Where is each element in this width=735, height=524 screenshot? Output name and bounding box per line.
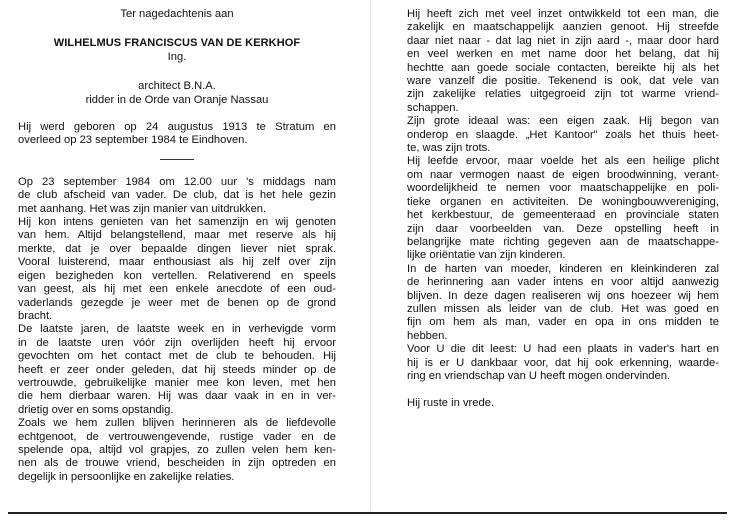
- text-line: te, was zijn trots.: [407, 142, 491, 155]
- text-line: Hij kon intens genieten van het samenzijn en wij genoten: [18, 216, 336, 229]
- text-line: echtgenoot, de vertrouwengevende, rustige vader en de: [18, 430, 336, 443]
- text-line: hechtte aan goede sociale contacten, bereikte hij als het: [407, 61, 719, 74]
- text-line: heeft er zeer onder geleden, dat hij steeds minder op de: [18, 363, 336, 376]
- text-line: met aanhang. Het was zijn manier van uitdrukken.: [18, 202, 267, 215]
- text-line: merkte, dat je over bepaalde dingen liever niet sprak.: [18, 242, 336, 255]
- text-line: woordelijkheid te nemen voor maatschappelijke en poli-: [407, 182, 719, 195]
- text-line: hij is er U dankbaar voor, dat hij ook erkenning, waarde-: [407, 356, 719, 369]
- text-line: die hem dierbaar waren. Hij was daar vaak in en in ver-: [18, 390, 336, 403]
- text-line: vertrouwde, gebruikelijke manier mee kon leven, met hen: [18, 376, 336, 389]
- right-column: [407, 8, 719, 411]
- text-line: om naar vermogen naast de eigen broodwinning, verant-: [407, 168, 719, 181]
- text-line: overleed op 23 september 1984 te Eindhoven.: [18, 134, 248, 147]
- text-line: ring en vriendschap van U heeft mogen ondervinden.: [407, 369, 671, 382]
- text-line: het kerkbestuur, de gemeenteraad en provinciale staten: [407, 209, 719, 222]
- left-body-text: [18, 176, 336, 484]
- left-column: [18, 8, 336, 484]
- deceased-name: WILHELMUS FRANCISCUS VAN DE KERKHOF: [53, 37, 301, 50]
- text-line: Op 23 september 1984 om 12.00 uur 's middags nam: [18, 175, 336, 188]
- text-line: Hij werd geboren op 24 augustus 1913 te Stratum en: [18, 121, 336, 134]
- text-line: in de laatste uren vóór zijn overlijden heeft hij ervoor: [18, 336, 336, 349]
- text-line: Zijn grote ideaal was: een eigen zaak. Hij begon van: [407, 115, 719, 128]
- fold-line: [370, 0, 371, 510]
- text-line: lijke oriëntatie van zijn kinderen.: [407, 249, 566, 262]
- text-line: en veel werken en met name door het belang, dat hij: [407, 48, 719, 61]
- text-line: de herinnering aan vader intens en voor altijd aanwezig: [407, 276, 719, 289]
- text-line: gevochten om het contact met de club te behouden. Hij: [18, 350, 336, 363]
- profession-label: architect B.N.A.: [138, 80, 216, 93]
- text-line: zijn daar voorbeelden van. Deze opstelling heeft in: [407, 222, 719, 235]
- text-line: blijven. In deze dagen realiseren wij ons hoezeer wij hem: [407, 289, 719, 302]
- text-line: tieke organen en activiteiten. De woningbouwvereniging,: [407, 195, 719, 208]
- text-line: drietig over en soms opstandig.: [18, 403, 174, 416]
- separator-line: [160, 159, 194, 160]
- text-line: nen als de trouwe vriend, bescheiden in zijn optreden en: [18, 457, 336, 470]
- text-line: bracht.: [18, 309, 53, 322]
- closing-line: Hij ruste in vrede.: [407, 397, 495, 410]
- text-line: daar niet naar - dat lag niet in zijn aard -, maar door hard: [407, 34, 719, 47]
- text-line: belangrijke mate richting gegeven aan de maatschappe-: [407, 235, 719, 248]
- text-line: zullen missen als leider van de club. Het was goed en: [407, 302, 719, 315]
- text-line: de club afscheid van vader. De club, dat is het hele gezin: [18, 189, 336, 202]
- right-body-text: [407, 8, 719, 383]
- text-line: Hij heeft zich met veel inzet ontwikkeld tot een man, die: [407, 8, 719, 20]
- text-line: Hij leefde ervoor, maar voelde het als een heilige plicht: [407, 155, 719, 168]
- text-line: van geest, als hij met een enkele anecdote of een oud-: [18, 283, 336, 296]
- text-line: eigen bezigheden kon vertellen. Relativerend en speels: [18, 269, 336, 282]
- text-line: vaderlands gezegde je weer met de benen op de grond: [18, 296, 336, 309]
- text-line: ware vanzelf die positie. Tekenend is ook, dat vele van: [407, 75, 719, 88]
- text-line: van hem. Altijd belangstellend, maar met reserve als hij: [18, 229, 336, 242]
- text-line: In de harten van moeder, kinderen en kleinkinderen zal: [407, 262, 719, 275]
- text-line: spelende opa, altijd vol grapjes, zo zullen velen hem ken-: [18, 443, 336, 456]
- text-line: zakelijk en maatschappelijk aanzien genoot. Hij streefde: [407, 21, 719, 34]
- text-line: Vooral luisterend, maar enthousiast als hij zelf over zijn: [18, 256, 336, 269]
- bottom-border: [8, 512, 727, 514]
- text-line: degelijk in persoonlijke en zakelijke relaties.: [18, 470, 235, 483]
- text-line: schappen.: [407, 101, 459, 114]
- degree-label: Ing.: [167, 50, 187, 63]
- text-line: fijn om hem als man, vader en opa in ons midden te: [407, 316, 719, 329]
- birth-death-text: [18, 121, 336, 148]
- text-line: zijn zakelijke relaties uitgegroeid zijn tot warme vriend-: [407, 88, 719, 101]
- text-line: hebben.: [407, 329, 448, 342]
- text-line: De laatste jaren, de laatste week en in verhevigde vorm: [18, 323, 336, 336]
- text-line: onderop en slaagde. „Het Kantoor" zoals het thuis heet-: [407, 128, 719, 141]
- memorial-heading: Ter nagedachtenis aan: [120, 8, 234, 20]
- text-line: Zoals we hem zullen blijven herinneren als de liefdevolle: [18, 417, 336, 430]
- text-line: Voor U die dit leest: U had een plaats in vader's hart en: [407, 343, 719, 356]
- honor-label: ridder in de Orde van Oranje Nassau: [85, 93, 269, 106]
